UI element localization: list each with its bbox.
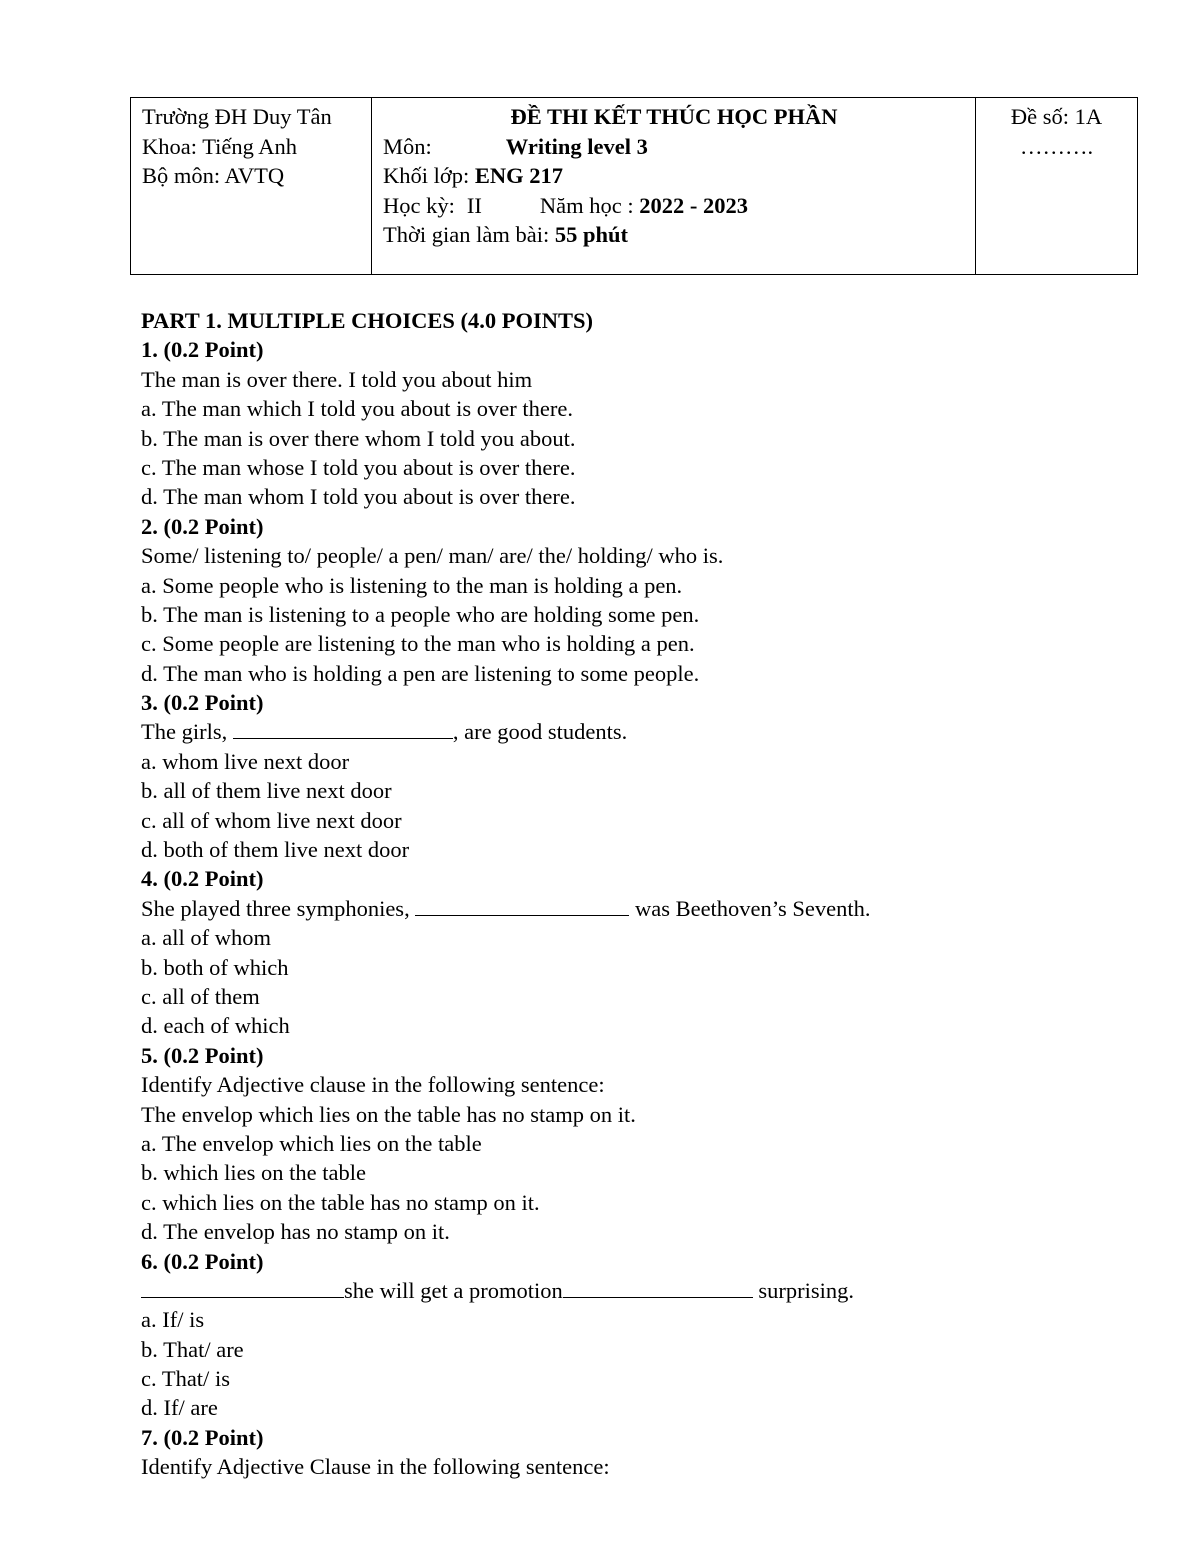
question-4-prompt [141, 894, 1141, 923]
exam-content [141, 306, 1141, 1482]
question-2-option-a: a. Some people who is listening to the man is holding a pen. [141, 572, 683, 598]
question-4-option-b: b. both of which [141, 954, 289, 980]
time-value: 55 phút [554, 222, 629, 247]
answer-blank [233, 718, 453, 739]
question-4-option-d: d. each of which [141, 1013, 290, 1039]
question-6-option-a: a. If/ is [141, 1307, 205, 1333]
exam-info-cell [372, 98, 976, 275]
school-info-cell [131, 98, 372, 275]
question-6-prompt [141, 1276, 1141, 1305]
question-4-option-a: a. all of whom [141, 925, 271, 951]
class-value: ENG 217 [474, 163, 564, 188]
question-7-prompt: Identify Adjective Clause in the following sentence: [141, 1454, 610, 1480]
semester-line [383, 191, 965, 221]
subject-label: Môn: [383, 133, 432, 159]
question-4-prompt-before: She played three symphonies, [141, 895, 416, 921]
question-5-header: 5. (0.2 Point) [141, 1042, 264, 1068]
question-3-option-a: a. whom live next door [141, 748, 350, 774]
time-line [383, 220, 965, 250]
question-6-option-b: b. That/ are [141, 1336, 244, 1362]
department-name: Bộ môn: AVTQ [142, 163, 285, 188]
exam-header-table [130, 97, 1138, 275]
question-6-prompt-mid: she will get a promotion [344, 1277, 563, 1303]
question-4-prompt-after: was Beethoven’s Seventh. [629, 895, 871, 921]
question-1-option-c: c. The man whose I told you about is over there. [141, 454, 576, 480]
question-1-option-d: d. The man whom I told you about is over there. [141, 484, 576, 510]
question-2-prompt: Some/ listening to/ people/ a pen/ man/ are/ the/ holding/ who is. [141, 543, 724, 569]
subject-value: Writing level 3 [505, 133, 648, 159]
question-6-header: 6. (0.2 Point) [141, 1248, 264, 1274]
question-6-option-c: c. That/ is [141, 1366, 230, 1392]
answer-blank [415, 895, 629, 916]
class-line [383, 161, 965, 191]
exam-code-cell [976, 98, 1138, 275]
question-2-option-b: b. The man is listening to a people who are holding some pen. [141, 601, 700, 627]
time-label: Thời gian làm bài: [383, 222, 555, 247]
question-5-option-c: c. which lies on the table has no stamp on it. [141, 1189, 540, 1215]
question-2-option-c: c. Some people are listening to the man who is holding a pen. [141, 631, 695, 657]
question-1-header: 1. (0.2 Point) [141, 337, 264, 363]
semester-label: Học kỳ: [383, 192, 455, 218]
year-label: Năm học : [539, 192, 640, 218]
question-5-prompt: Identify Adjective clause in the following sentence: [141, 1072, 605, 1098]
faculty-name: Khoa: Tiếng Anh [142, 133, 298, 159]
question-3-prompt [141, 717, 1141, 746]
question-7-header: 7. (0.2 Point) [141, 1424, 264, 1450]
question-5-option-b: b. which lies on the table [141, 1160, 366, 1186]
question-2-option-d: d. The man who is holding a pen are listening to some people. [141, 660, 700, 686]
question-6-prompt-after: surprising. [752, 1277, 854, 1303]
question-1-option-a: a. The man which I told you about is over there. [141, 396, 573, 422]
semester-value: II [466, 192, 482, 218]
question-3-option-b: b. all of them live next door [141, 778, 392, 804]
question-4-header: 4. (0.2 Point) [141, 866, 264, 892]
question-3-option-c: c. all of whom live next door [141, 807, 402, 833]
question-5-sentence: The envelop which lies on the table has no stamp on it. [141, 1101, 636, 1127]
question-4-option-c: c. all of them [141, 983, 260, 1009]
question-1-option-b: b. The man is over there whom I told you about. [141, 425, 576, 451]
exam-title: ĐỀ THI KẾT THÚC HỌC PHẦN [510, 104, 838, 129]
answer-blank [141, 1277, 344, 1298]
question-3-option-d: d. both of them live next door [141, 837, 410, 863]
subject-line [383, 132, 965, 162]
school-name: Trường ĐH Duy Tân [142, 104, 332, 129]
class-label: Khối lớp: [383, 163, 475, 188]
question-6-option-d: d. If/ are [141, 1395, 218, 1421]
question-5-option-d: d. The envelop has no stamp on it. [141, 1219, 450, 1245]
exam-code-dots: ………. [1019, 133, 1094, 159]
answer-blank [563, 1277, 753, 1298]
question-1-prompt: The man is over there. I told you about him [141, 366, 533, 392]
part1-title: PART 1. MULTIPLE CHOICES (4.0 POINTS) [141, 308, 593, 333]
question-3-prompt-before: The girls, [141, 719, 233, 745]
exam-code: Đề số: 1A [1010, 104, 1103, 129]
question-5-option-a: a. The envelop which lies on the table [141, 1130, 482, 1156]
question-2-header: 2. (0.2 Point) [141, 513, 264, 539]
year-value: 2022 - 2023 [639, 192, 748, 218]
question-3-header: 3. (0.2 Point) [141, 690, 264, 716]
question-3-prompt-after: , are good students. [452, 719, 628, 745]
